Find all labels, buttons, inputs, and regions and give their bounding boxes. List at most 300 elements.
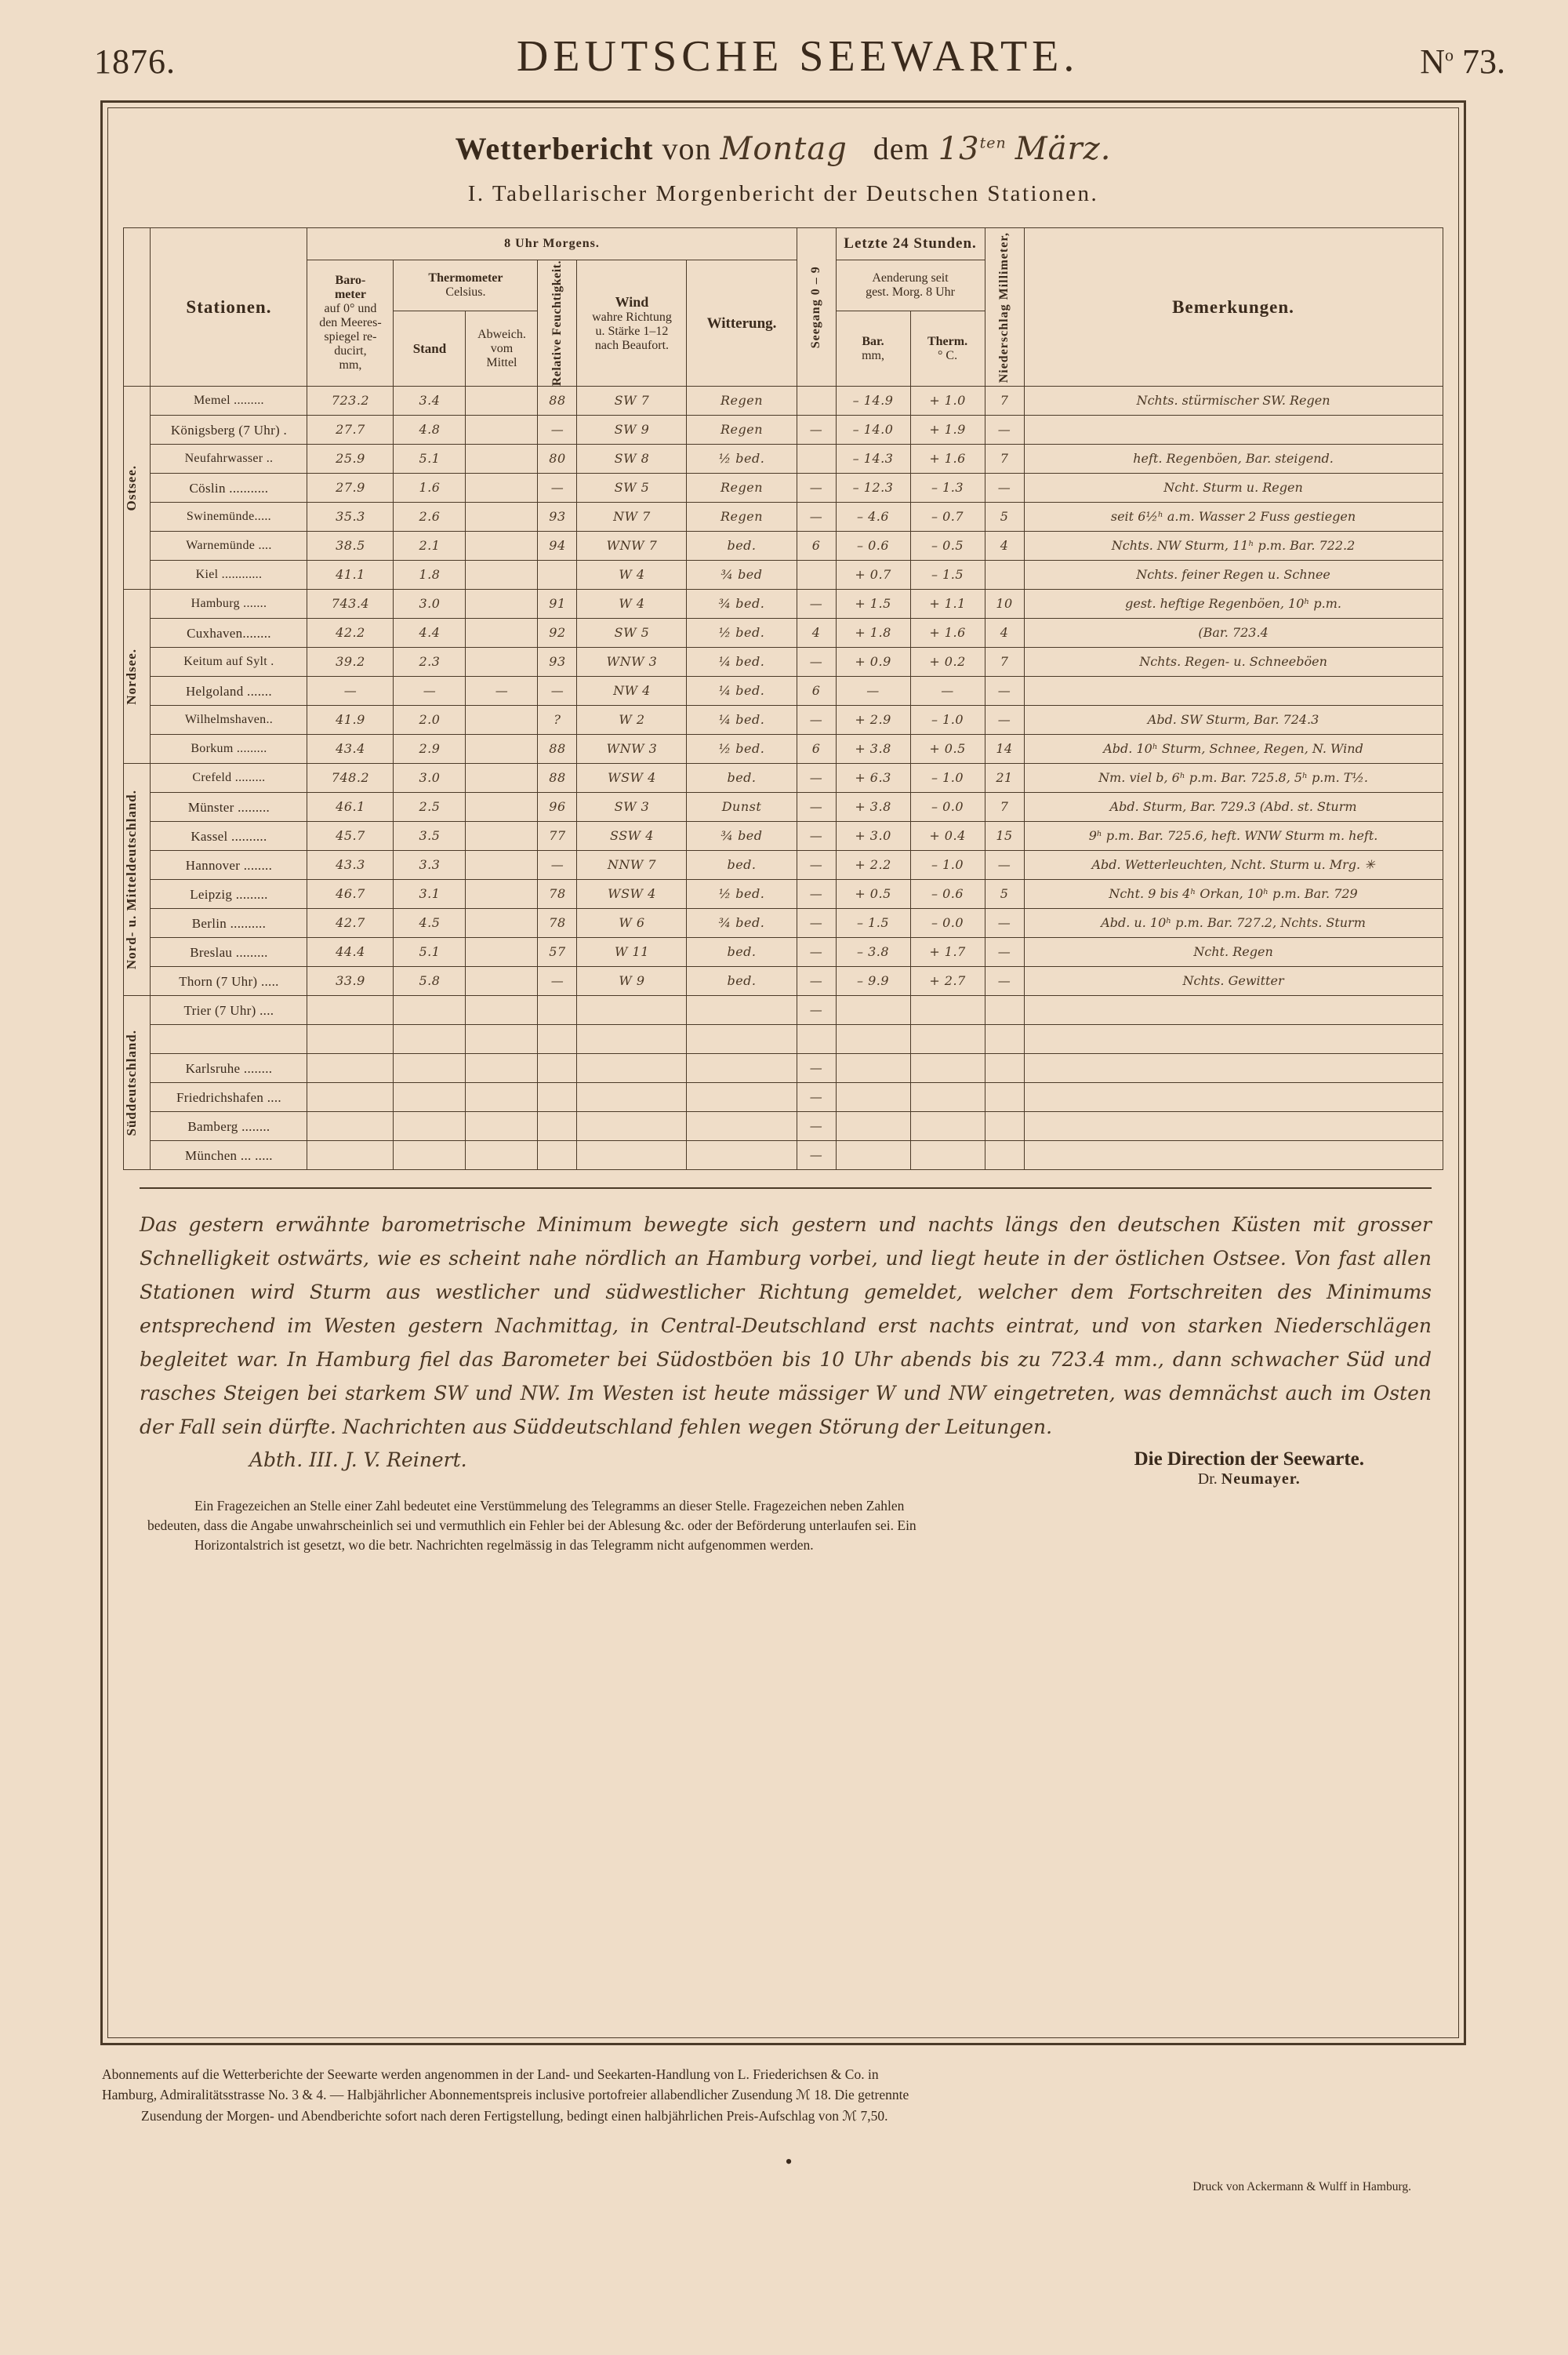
cell-temp-stand: 5.1 (394, 445, 466, 474)
report-subtitle: I. Tabellarischer Morgenbericht der Deutschen Stationen. (467, 181, 1099, 206)
cell-station: Swinemünde..... (151, 503, 307, 532)
cell-seegang (797, 1025, 836, 1054)
cell-wind: SW 5 (577, 619, 687, 648)
cell-therm-change: + 2.7 (910, 967, 985, 996)
table-row (124, 1054, 1443, 1083)
cell-bar-change (836, 1112, 910, 1141)
cell-wind: WNW 7 (577, 532, 687, 561)
col-bar-change-unit: mm, (862, 348, 884, 362)
cell-feuchtigkeit: 88 (538, 764, 577, 793)
table-row (124, 706, 1443, 735)
cell-temp-abweichung (466, 764, 538, 793)
col-aenderung-l1: Aenderung seit (872, 271, 949, 285)
cell-bar-change: + 0.5 (836, 880, 910, 909)
cell-therm-change: + 1.7 (910, 938, 985, 967)
cell-temp-stand: 4.4 (394, 619, 466, 648)
cell-seegang: — (797, 967, 836, 996)
cell-station: Cöslin ........... (151, 474, 307, 503)
cell-station: Breslau ......... (151, 938, 307, 967)
col-wind-l3: nach Beaufort. (594, 338, 670, 352)
cell-temp-abweichung (466, 909, 538, 938)
cell-temp-abweichung (466, 1083, 538, 1112)
col-seegang: Seegang 0 – 9 (797, 228, 836, 387)
cell-wind: WNW 3 (577, 735, 687, 764)
cell-wind (577, 1112, 687, 1141)
cell-barometer (307, 1112, 394, 1141)
cell-barometer: 39.2 (307, 648, 394, 677)
cell-temp-abweichung (466, 503, 538, 532)
col-stand: Stand (394, 311, 466, 386)
cell-feuchtigkeit: — (538, 474, 577, 503)
table-row (124, 735, 1443, 764)
cell-temp-stand (394, 996, 466, 1025)
cell-temp-abweichung (466, 938, 538, 967)
cell-witterung (687, 1025, 797, 1054)
cell-wind: W 11 (577, 938, 687, 967)
cell-therm-change: – 0.7 (910, 503, 985, 532)
cell-seegang: — (797, 590, 836, 619)
cell-bar-change: + 2.2 (836, 851, 910, 880)
cell-temp-stand (394, 1054, 466, 1083)
cell-barometer: 723.2 (307, 387, 394, 416)
cell-temp-abweichung (466, 619, 538, 648)
cell-barometer: 33.9 (307, 967, 394, 996)
footnote-line-1: Ein Fragezeichen an Stelle einer Zahl bedeutet eine Verstümmelung des Telegramms an dieser Stelle. Fragezeichen neben Zahlen (194, 1498, 905, 1514)
issue-number (1420, 42, 1505, 82)
col-abw-l1: Abweich. (477, 327, 526, 341)
group-label-3 (124, 764, 151, 996)
cell-station: Thorn (7 Uhr) ..... (151, 967, 307, 996)
cell-station: Keitum auf Sylt . (151, 648, 307, 677)
cell-barometer: 748.2 (307, 764, 394, 793)
col-barometer (307, 260, 394, 387)
cell-seegang (797, 387, 836, 416)
cell-niederschlag: 10 (985, 590, 1024, 619)
cell-bar-change: – 14.9 (836, 387, 910, 416)
cell-barometer: 42.2 (307, 619, 394, 648)
group-label-text: Ostsee. (124, 465, 140, 511)
cell-bar-change (836, 1083, 910, 1112)
cell-temp-abweichung (466, 880, 538, 909)
table-row (124, 1112, 1443, 1141)
cell-bar-change: + 3.0 (836, 822, 910, 851)
cell-niederschlag: 14 (985, 735, 1024, 764)
cell-temp-abweichung (466, 706, 538, 735)
direction-signer-name: Neumayer. (1221, 1470, 1301, 1488)
cell-seegang: — (797, 1083, 836, 1112)
cell-witterung: ¾ bed (687, 822, 797, 851)
cell-wind: SW 5 (577, 474, 687, 503)
cell-bemerkungen (1024, 1054, 1443, 1083)
cell-temp-abweichung (466, 793, 538, 822)
cell-seegang: — (797, 851, 836, 880)
cell-bar-change: + 3.8 (836, 735, 910, 764)
report-title-word: Wetterbericht (455, 131, 654, 166)
cell-temp-stand: 4.5 (394, 909, 466, 938)
cell-temp-stand: 5.8 (394, 967, 466, 996)
col-niederschlag: Niederschlag Millimeter, (985, 228, 1024, 387)
cell-feuchtigkeit: — (538, 851, 577, 880)
cell-temp-abweichung (466, 474, 538, 503)
cell-niederschlag: 7 (985, 445, 1024, 474)
cell-niederschlag: — (985, 851, 1024, 880)
year-label: 1876. (94, 42, 176, 81)
group-label-text: Nordsee. (124, 648, 140, 705)
footnote-line-2: bedeuten, dass die Angabe unwahrscheinlich sei und vermuthlich ein Fehler bei der Ablesung &c. oder der Beförderung unterlaufen sei. Ein (147, 1517, 916, 1534)
cell-temp-abweichung (466, 387, 538, 416)
cell-witterung: bed. (687, 938, 797, 967)
table-row (124, 822, 1443, 851)
col-therm-change (910, 311, 985, 386)
cell-therm-change: – 0.5 (910, 532, 985, 561)
issue-prefix: N (1420, 42, 1445, 81)
cell-temp-stand: — (394, 677, 466, 706)
cell-niederschlag (985, 561, 1024, 590)
cell-bemerkungen (1024, 416, 1443, 445)
table-row (124, 619, 1443, 648)
cell-niederschlag: 4 (985, 619, 1024, 648)
cell-seegang: — (797, 793, 836, 822)
cell-feuchtigkeit: — (538, 677, 577, 706)
cell-station: Borkum ......... (151, 735, 307, 764)
cell-temp-stand: 2.0 (394, 706, 466, 735)
cell-barometer (307, 1141, 394, 1170)
cell-feuchtigkeit: — (538, 967, 577, 996)
cell-temp-stand: 2.3 (394, 648, 466, 677)
cell-therm-change: + 1.0 (910, 387, 985, 416)
cell-barometer: — (307, 677, 394, 706)
cell-seegang: — (797, 474, 836, 503)
cell-bemerkungen (1024, 1141, 1443, 1170)
cell-therm-change: + 0.2 (910, 648, 985, 677)
cell-feuchtigkeit: ? (538, 706, 577, 735)
cell-station: Leipzig ......... (151, 880, 307, 909)
cell-wind: W 6 (577, 909, 687, 938)
cell-seegang: — (797, 1112, 836, 1141)
cell-station: Cuxhaven........ (151, 619, 307, 648)
cell-witterung (687, 1112, 797, 1141)
cell-station: Wilhelmshaven.. (151, 706, 307, 735)
table-row (124, 387, 1443, 416)
cell-station: Hamburg ....... (151, 590, 307, 619)
cell-bar-change (836, 996, 910, 1025)
cell-niederschlag: 21 (985, 764, 1024, 793)
footnote-line-3: Horizontalstrich ist gesetzt, wo die betr. Nachrichten regelmässig in das Telegramm nicht aufgenommen werden. (194, 1536, 814, 1553)
cell-temp-abweichung (466, 735, 538, 764)
cell-bemerkungen: Nchts. Gewitter (1024, 967, 1443, 996)
cell-temp-stand: 3.0 (394, 590, 466, 619)
table-row (124, 909, 1443, 938)
cell-seegang (797, 445, 836, 474)
cell-bar-change: + 2.9 (836, 706, 910, 735)
cell-barometer: 44.4 (307, 938, 394, 967)
cell-wind: SW 3 (577, 793, 687, 822)
group-label-1 (124, 387, 151, 590)
cell-bemerkungen: Ncht. Regen (1024, 938, 1443, 967)
cell-wind: SW 9 (577, 416, 687, 445)
table-row (124, 677, 1443, 706)
cell-barometer: 41.1 (307, 561, 394, 590)
cell-temp-stand (394, 1141, 466, 1170)
cell-feuchtigkeit: 77 (538, 822, 577, 851)
col-therm-change-label: Therm. (927, 334, 968, 348)
cell-wind: W 2 (577, 706, 687, 735)
table-row (124, 648, 1443, 677)
cell-station: Crefeld ......... (151, 764, 307, 793)
cell-temp-abweichung (466, 416, 538, 445)
cell-seegang: 6 (797, 677, 836, 706)
cell-witterung: Regen (687, 474, 797, 503)
cell-witterung: ¾ bed (687, 561, 797, 590)
cell-therm-change (910, 996, 985, 1025)
cell-feuchtigkeit (538, 1025, 577, 1054)
cell-feuchtigkeit: 88 (538, 387, 577, 416)
cell-bemerkungen: Nchts. feiner Regen u. Schnee (1024, 561, 1443, 590)
cell-temp-stand: 4.8 (394, 416, 466, 445)
cell-temp-abweichung (466, 996, 538, 1025)
cell-seegang: — (797, 416, 836, 445)
cell-witterung (687, 1141, 797, 1170)
cell-bemerkungen: Abd. SW Sturm, Bar. 724.3 (1024, 706, 1443, 735)
cell-seegang: — (797, 938, 836, 967)
report-title-dem: dem (873, 131, 930, 166)
cell-bar-change: + 1.5 (836, 590, 910, 619)
table-row (124, 967, 1443, 996)
cell-witterung: bed. (687, 851, 797, 880)
col-wind-l2: u. Stärke 1–12 (595, 324, 669, 338)
col-barometer-l2: meter (334, 288, 366, 302)
cell-temp-stand: 2.6 (394, 503, 466, 532)
report-title-von: von (662, 131, 712, 166)
cell-station: München ... ..... (151, 1141, 307, 1170)
table-row (124, 996, 1443, 1025)
cell-wind: SSW 4 (577, 822, 687, 851)
cell-bemerkungen: Ncht. Sturm u. Regen (1024, 474, 1443, 503)
cell-bemerkungen (1024, 1025, 1443, 1054)
cell-wind: W 4 (577, 561, 687, 590)
cell-station (151, 1025, 307, 1054)
cell-feuchtigkeit (538, 561, 577, 590)
cell-wind: W 9 (577, 967, 687, 996)
cell-wind: NW 7 (577, 503, 687, 532)
signature-right (1134, 1448, 1458, 1488)
table-row (124, 851, 1443, 880)
cell-temp-stand: 3.4 (394, 387, 466, 416)
cell-witterung (687, 996, 797, 1025)
col-stations: Stationen. (151, 228, 307, 387)
table-row (124, 590, 1443, 619)
cell-feuchtigkeit: — (538, 416, 577, 445)
cell-niederschlag: 5 (985, 880, 1024, 909)
table-row (124, 416, 1443, 445)
cell-bemerkungen (1024, 1112, 1443, 1141)
cell-therm-change (910, 1083, 985, 1112)
signature-left: Abth. III. J. V. Reinert. (249, 1448, 467, 1472)
cell-niederschlag: 15 (985, 822, 1024, 851)
group-label-2 (124, 590, 151, 764)
col-therm-change-unit: ° C. (938, 348, 958, 362)
cell-bemerkungen: Nchts. NW Sturm, 11ʰ p.m. Bar. 722.2 (1024, 532, 1443, 561)
cell-witterung: ½ bed. (687, 735, 797, 764)
cell-station: Kiel ............ (151, 561, 307, 590)
cell-wind: WSW 4 (577, 880, 687, 909)
cell-station: Karlsruhe ........ (151, 1054, 307, 1083)
cell-temp-abweichung (466, 590, 538, 619)
cell-temp-abweichung (466, 445, 538, 474)
col-group-8uhr: 8 Uhr Morgens. (307, 228, 797, 260)
col-feuchtigkeit: Relative Feuchtigkeit. (538, 260, 577, 387)
cell-witterung: ¾ bed. (687, 590, 797, 619)
masthead-title: DEUTSCHE SEEWARTE. (516, 32, 1080, 81)
cell-witterung: Dunst (687, 793, 797, 822)
page-header (94, 27, 1505, 82)
cell-temp-abweichung (466, 1141, 538, 1170)
report-title-date-sup: ten (979, 134, 1007, 152)
cell-temp-stand: 3.0 (394, 764, 466, 793)
cell-temp-stand: 3.1 (394, 880, 466, 909)
table-row (124, 503, 1443, 532)
col-wind-l1: wahre Richtung (592, 310, 672, 324)
cell-seegang: — (797, 1054, 836, 1083)
cell-bemerkungen: 9ʰ p.m. Bar. 725.6, heft. WNW Sturm m. heft. (1024, 822, 1443, 851)
cell-therm-change: – 1.0 (910, 851, 985, 880)
cell-temp-stand: 1.8 (394, 561, 466, 590)
cell-therm-change (910, 1025, 985, 1054)
col-thermometer-label: Thermometer (428, 271, 503, 285)
cell-bemerkungen (1024, 996, 1443, 1025)
table-row (124, 880, 1443, 909)
table-row (124, 1025, 1443, 1054)
cell-seegang: — (797, 706, 836, 735)
printer-credit: Druck von Ackermann & Wulff in Hamburg. (1192, 2180, 1411, 2193)
cell-wind: NW 4 (577, 677, 687, 706)
cell-wind: SW 8 (577, 445, 687, 474)
cell-feuchtigkeit (538, 996, 577, 1025)
cell-barometer: 25.9 (307, 445, 394, 474)
subscription-line-1: Abonnements auf die Wetterberichte der Seewarte werden angenommen in der Land- und Seekarten-Handlung von L. Friederichsen & Co. in (102, 2066, 879, 2082)
col-barometer-l1: Baro- (335, 274, 366, 288)
stations-table (123, 227, 1443, 1170)
cell-barometer: 38.5 (307, 532, 394, 561)
cell-seegang: — (797, 1141, 836, 1170)
cell-barometer: 743.4 (307, 590, 394, 619)
direction-line: Die Direction der Seewarte. (1134, 1448, 1364, 1470)
cell-barometer: 45.7 (307, 822, 394, 851)
cell-niederschlag: 7 (985, 387, 1024, 416)
cell-therm-change: + 1.9 (910, 416, 985, 445)
cell-bar-change: – 1.5 (836, 909, 910, 938)
subscription-line-2: Hamburg, Admiralitätsstrasse No. 3 & 4. — Halbjährlicher Abonnementspreis inclusive portofreier allabendlicher Zusendung ℳ 18. Die getrennte (102, 2087, 909, 2103)
cell-bar-change: + 0.9 (836, 648, 910, 677)
cell-niederschlag: — (985, 474, 1024, 503)
cell-feuchtigkeit (538, 1083, 577, 1112)
cell-feuchtigkeit: 78 (538, 880, 577, 909)
cell-bemerkungen: Nchts. Regen- u. Schneeböen (1024, 648, 1443, 677)
cell-wind: WSW 4 (577, 764, 687, 793)
cell-bar-change (836, 1141, 910, 1170)
cell-barometer (307, 1083, 394, 1112)
issue-value: 73. (1462, 42, 1505, 81)
cell-temp-abweichung (466, 967, 538, 996)
cell-niederschlag: — (985, 909, 1024, 938)
cell-station: Berlin .......... (151, 909, 307, 938)
col-barometer-l6: ducirt, (334, 344, 367, 358)
cell-seegang: — (797, 909, 836, 938)
cell-feuchtigkeit: 91 (538, 590, 577, 619)
cell-witterung: ¼ bed. (687, 677, 797, 706)
col-wind-label: Wind (615, 293, 649, 310)
cell-wind: SW 7 (577, 387, 687, 416)
cell-bar-change: – 12.3 (836, 474, 910, 503)
cell-witterung: ¾ bed. (687, 909, 797, 938)
table-row (124, 474, 1443, 503)
cell-barometer (307, 996, 394, 1025)
cell-bemerkungen (1024, 677, 1443, 706)
cell-therm-change: – 1.0 (910, 706, 985, 735)
cell-temp-stand: 1.6 (394, 474, 466, 503)
cell-barometer: 43.3 (307, 851, 394, 880)
cell-temp-stand (394, 1083, 466, 1112)
cell-bemerkungen: Nm. viel b, 6ʰ p.m. Bar. 725.8, 5ʰ p.m. T½. (1024, 764, 1443, 793)
cell-bemerkungen: Nchts. stürmischer SW. Regen (1024, 387, 1443, 416)
cell-barometer: 46.7 (307, 880, 394, 909)
cell-seegang: 4 (797, 619, 836, 648)
cell-niederschlag: 7 (985, 648, 1024, 677)
cell-seegang: 6 (797, 735, 836, 764)
cell-niederschlag: — (985, 706, 1024, 735)
cell-seegang: — (797, 880, 836, 909)
cell-niederschlag (985, 1083, 1024, 1112)
cell-barometer: 27.7 (307, 416, 394, 445)
col-aenderung-l2: gest. Morg. 8 Uhr (866, 285, 955, 299)
narrative-text: Das gestern erwähnte barometrische Minimum bewegte sich gestern und nachts längs den deutschen Küsten mit grosser Schnelligkeit ostwärts, wie es scheint nahe nördlich an Hamburg vorbei, und liegt heute in der östlichen Ostsee. Von fast allen Stationen wird Sturm aus westlicher und südwestlicher Richtung gemeldet, welcher dem Fortschreiten des Minimums entsprechend im Westen gestern Nachmittag, in Central-Deutschland erst nachts eintrat, und von starken Niederschlägen begleitet war. In Hamburg fiel das Barometer bei Südostböen bis 10 Uhr abends bis zu 723.4 mm., dann schwacher Süd und rasches Steigen bei starkem SW und NW. Im Westen ist heute mässiger W und NW eingetreten, was demnächst auch im Osten der Fall sein dürfte. Nachrichten aus Süddeutschland fehlen wegen Störung der Leitungen. (140, 1187, 1432, 1444)
cell-wind (577, 1025, 687, 1054)
subscription-block (102, 2064, 1475, 2177)
cell-barometer: 46.1 (307, 793, 394, 822)
col-witterung: Witterung. (687, 260, 797, 387)
cell-seegang: — (797, 822, 836, 851)
report-title (108, 130, 1458, 167)
table-row (124, 1083, 1443, 1112)
report-title-month: März. (1014, 131, 1112, 167)
cell-station: Friedrichshafen .... (151, 1083, 307, 1112)
stations-table-body (124, 387, 1443, 1170)
report-title-day: Montag (720, 131, 848, 167)
cell-bar-change (836, 1054, 910, 1083)
cell-station: Warnemünde .... (151, 532, 307, 561)
cell-bar-change: + 3.8 (836, 793, 910, 822)
cell-witterung: ¼ bed. (687, 648, 797, 677)
cell-temp-stand (394, 1112, 466, 1141)
col-barometer-l3: auf 0° und (324, 302, 377, 316)
decorative-dot: • (785, 2150, 793, 2173)
cell-temp-stand: 5.1 (394, 938, 466, 967)
cell-witterung: Regen (687, 503, 797, 532)
cell-therm-change (910, 1112, 985, 1141)
cell-witterung: ½ bed. (687, 880, 797, 909)
cell-temp-stand: 2.1 (394, 532, 466, 561)
cell-witterung: ¼ bed. (687, 706, 797, 735)
cell-barometer: 35.3 (307, 503, 394, 532)
report-frame (100, 100, 1466, 2045)
cell-bemerkungen: gest. heftige Regenböen, 10ʰ p.m. (1024, 590, 1443, 619)
cell-bemerkungen: Abd. 10ʰ Sturm, Schnee, Regen, N. Wind (1024, 735, 1443, 764)
col-barometer-l5: spiegel re- (324, 330, 377, 344)
cell-temp-stand: 2.9 (394, 735, 466, 764)
cell-niederschlag (985, 1112, 1024, 1141)
cell-bar-change: — (836, 677, 910, 706)
cell-therm-change: — (910, 677, 985, 706)
